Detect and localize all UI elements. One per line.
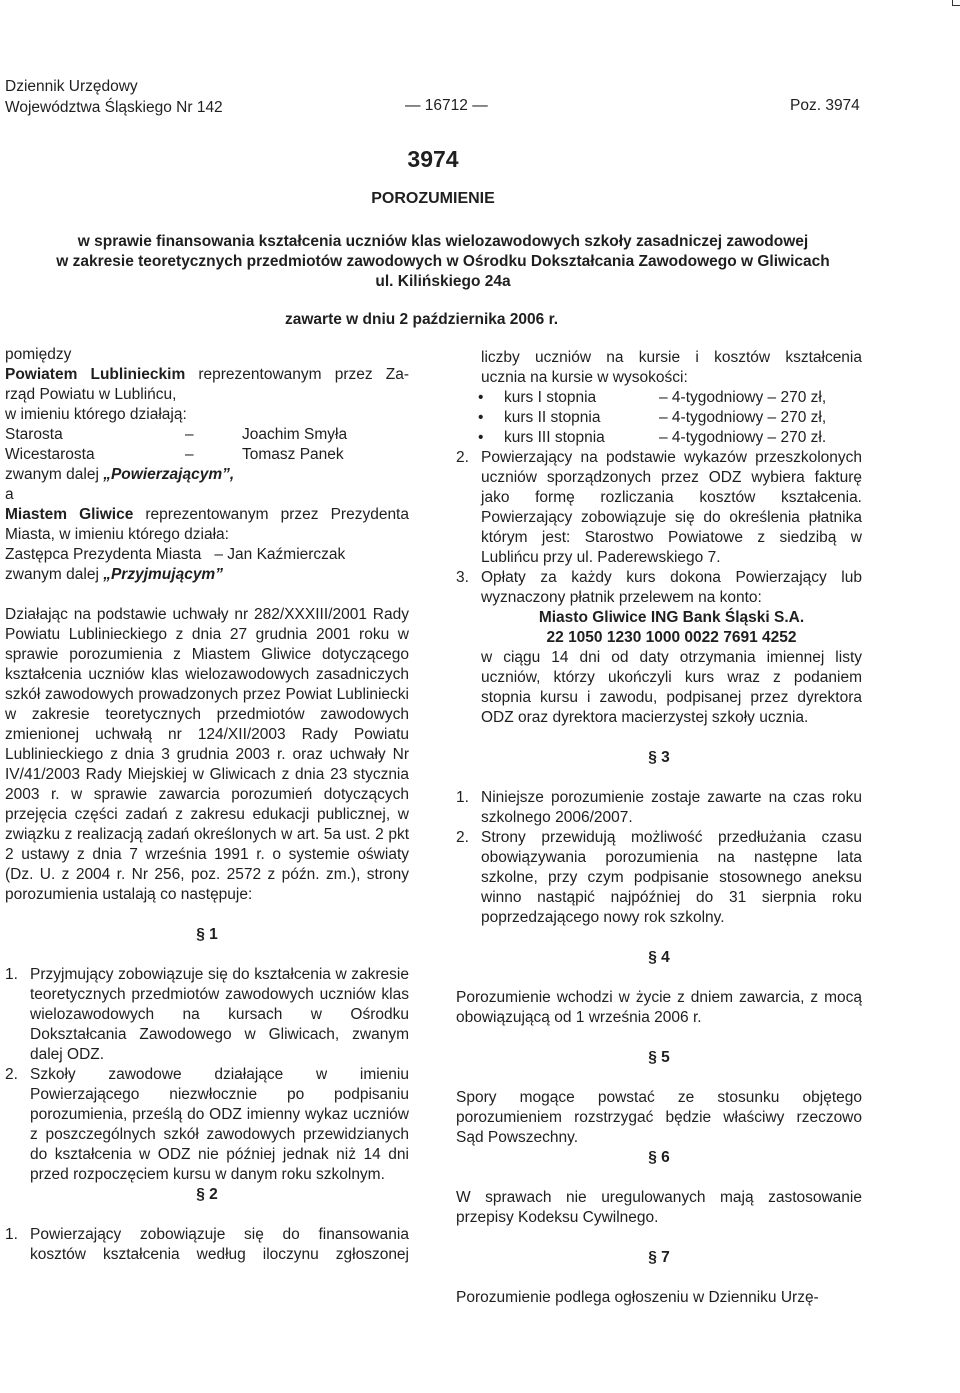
bullet-icon: • xyxy=(478,409,484,426)
numbered-paragraph xyxy=(456,788,862,828)
paragraph-text: Niniejsze porozumienie zostaje zawarte na czas roku szkolnego 2006/2007. xyxy=(481,789,862,826)
paragraph-text: Strony przewidują możliwość przedłużania czasu obowiązywania porozumienia na następne lata szkolne, przy czym podpisanie stosownego aneksu winno nastąpić najpóźniej do 31 sierpnia roku poprzedzającego nowy rok szkolny. xyxy=(481,829,862,926)
payment-terms: w ciągu 14 dni od daty otrzymania imiennej listy uczniów, którzy ukończyli kurs wraz z podaniem stopnia kursu i zawodu, podpisanej przez dyrektora ODZ oraz dyrektora macierzystej szkoły ucznia. xyxy=(481,649,862,726)
between-label: pomiędzy xyxy=(5,346,72,363)
party1-rest: reprezentowanym przez Za- xyxy=(185,366,409,383)
powierzajacy-name: „Powierzającym”, xyxy=(103,466,235,483)
bullet-icon: • xyxy=(478,429,484,446)
paragraph-number: 2. xyxy=(5,1066,18,1083)
paragraph-number: 3. xyxy=(456,569,469,586)
party2-name: Miastem Gliwice xyxy=(5,506,134,523)
paragraph-text: Opłaty za każdy kurs dokona Powierzający lub wyznaczony płatnik przelewem na konto: xyxy=(481,569,862,606)
left-column xyxy=(5,345,409,1265)
rep-name: Joachim Smyła xyxy=(242,426,348,443)
party1-name: Powiatem Lublinieckim xyxy=(5,366,186,383)
section-heading: § 2 xyxy=(196,1186,218,1203)
called-prefix: zwanym dalej xyxy=(5,566,104,583)
paragraph-text: Szkoły zawodowe działające w imieniu Powierzającego niezwłocznie po podpisaniu porozumienia, prześlą do ODZ imienny wykaz uczniów z poszczególnych szkół zawodowych przewidzianych do kształcenia w ODZ nie później jednak niż 14 dni przed rozpoczęciem kursu w danym roku szkolnym. xyxy=(30,1066,409,1183)
section-heading: § 7 xyxy=(648,1249,670,1266)
section-heading: § 3 xyxy=(648,749,670,766)
bank-name: Miasto Gliwice ING Bank Śląski S.A. xyxy=(538,609,805,626)
paragraph-text: Powierzający zobowiązuje się do finansowania kosztów kształcenia według iloczynu zgłoszonej xyxy=(30,1226,409,1263)
numbered-paragraph xyxy=(5,1225,409,1265)
representative-row xyxy=(5,425,409,445)
course-cost: – 4-tygodniowy – 270 zł. xyxy=(659,429,827,446)
przyjmujacy-name: „Przyjmującym” xyxy=(103,566,223,583)
document-title: POROZUMIENIE xyxy=(371,190,495,207)
course-name: kurs I stopnia xyxy=(504,389,597,406)
corner-crop-mark xyxy=(952,0,960,6)
account-number: 22 1050 1230 1000 0022 7691 4252 xyxy=(546,629,797,646)
called-powierzajacy xyxy=(5,465,409,485)
continuation-line: liczby uczniów na kursie i kosztów kształcenia xyxy=(481,349,862,366)
section-heading: § 6 xyxy=(648,1149,670,1166)
representative-row xyxy=(5,445,409,465)
journal-issue: Województwa Śląskiego Nr 142 xyxy=(5,99,223,116)
continuation-text xyxy=(456,348,862,388)
paragraph-number: 2. xyxy=(456,449,469,466)
section-text: Porozumienie podlega ogłoszeniu w Dzienniku Urzę- xyxy=(456,1289,819,1306)
course-item xyxy=(456,388,862,408)
called-prefix: zwanym dalej xyxy=(5,466,104,483)
party1-line2: rząd Powiatu w Lublińcu, xyxy=(5,386,177,403)
course-cost: – 4-tygodniowy – 270 zł, xyxy=(659,409,827,426)
section-heading: § 5 xyxy=(648,1049,670,1066)
paragraph-text: Powierzający na podstawie wykazów przeszkolonych uczniów sporządzonych przez ODZ wybiera fakturę jako formę rozliczania kosztów kształcenia. Powierzający zobowiązuje się do określenia płatnika którym jest: Starostwo Powiatowe z siedzibą w Lublińcu przy ul. Paderewskiego 7. xyxy=(481,449,862,566)
concluded-date: zawarte w dniu 2 października 2006 r. xyxy=(285,311,559,328)
rep-role: Starosta xyxy=(5,426,63,443)
preamble: Działając na podstawie uchwały nr 282/XXXIII/2001 Rady Powiatu Lublinieckiego z dnia 27 grudnia 2001 roku w sprawie porozumienia z Miastem Gliwice dotyczącego kształcenia uczniów klas wielozawodowych zasadniczych szkół zawodowych prowadzonych przez Powiat Lubliniecki w zakresie teoretycznych przedmiotów zawodowych zmienionej uchwałą nr 124/XII/2003 Rady Powiatu Lublinieckiego z dnia 3 grudnia 2003 r. oraz uchwały Nr IV/41/2003 Rady Miejskiej w Gliwicach z dnia 23 stycznia 2003 r. w sprawie zawarcia porozumień dotyczących przejęcia części zadań z zakresu edukacji publicznej, w związku z realizacją zadań określonych w art. 5a ust. 2 pkt 2 ustawy z dnia 7 września 1991 r. o systemie oświaty (Dz. U. z 2004 r. Nr 256, poz. 2572 z późn. zm.), strony porozumienia ustalają co następuje: xyxy=(5,606,409,903)
bullet-icon: • xyxy=(478,389,484,406)
course-item xyxy=(456,408,862,428)
course-name: kurs III stopnia xyxy=(504,429,605,446)
course-cost: – 4-tygodniowy – 270 zł, xyxy=(659,389,827,406)
numbered-paragraph xyxy=(5,965,409,1065)
bank-details xyxy=(456,608,862,728)
section-text: W sprawach nie uregulowanych mają zastosowanie przepisy Kodeksu Cywilnego. xyxy=(456,1189,862,1226)
numbered-paragraph xyxy=(456,568,862,608)
party1-line3: w imieniu którego działają: xyxy=(5,406,187,423)
called-przyjmujacy xyxy=(5,565,409,585)
party2-rest: reprezentowanym przez Prezydenta xyxy=(133,506,409,523)
representative-3: Zastępca Prezydenta Miasta – Jan Kaźmierczak xyxy=(5,546,346,563)
paragraph-text: Przyjmujący zobowiązuje się do kształcenia w zakresie teoretycznych przedmiotów zawodowych uczniów klas wielozawodowych na kursach w Ośrodku Dokształcania Zawodowego w Gliwicach, zwanym dalej ODZ. xyxy=(30,966,409,1063)
party1-block xyxy=(5,365,409,385)
rep-name: Tomasz Panek xyxy=(242,446,344,463)
rep-role: Wicestarosta xyxy=(5,446,95,463)
page-number: — 16712 — xyxy=(405,97,488,114)
rep-dash: – xyxy=(185,446,194,463)
paragraph-number: 1. xyxy=(5,966,18,983)
numbered-paragraph xyxy=(456,448,862,568)
document-subject xyxy=(0,232,886,292)
paragraph-number: 1. xyxy=(456,789,469,806)
section-heading: § 1 xyxy=(196,926,218,943)
right-column xyxy=(456,348,862,1308)
paragraph-number: 2. xyxy=(456,829,469,846)
journal-name: Dziennik Urzędowy xyxy=(5,78,138,95)
party2-block xyxy=(5,505,409,525)
section-heading: § 4 xyxy=(648,949,670,966)
and-label: a xyxy=(5,486,14,503)
subject-line: w zakresie teoretycznych przedmiotów zawodowych w Ośrodku Dokształcania Zawodowego w Gliwicach xyxy=(56,253,830,270)
course-name: kurs II stopnia xyxy=(504,409,601,426)
section-text: Porozumienie wchodzi w życie z dniem zawarcia, z mocą obowiązującą od 1 września 2006 r. xyxy=(456,989,862,1026)
position-number: Poz. 3974 xyxy=(790,97,860,114)
continuation-line: ucznia na kursie w wysokości: xyxy=(481,369,688,386)
numbered-paragraph xyxy=(5,1065,409,1185)
numbered-paragraph xyxy=(456,828,862,928)
course-item xyxy=(456,428,862,448)
subject-line: w sprawie finansowania kształcenia uczniów klas wielozawodowych szkoły zasadniczej zawodowej xyxy=(77,233,809,250)
document-number: 3974 xyxy=(407,146,459,172)
section-text: Spory mogące powstać ze stosunku objętego porozumieniem rozstrzygać będzie właściwy rzeczowo Sąd Powszechny. xyxy=(456,1089,862,1146)
party2-line2: Miasta, w imieniu którego działa: xyxy=(5,526,229,543)
paragraph-number: 1. xyxy=(5,1226,18,1243)
rep-dash: – xyxy=(185,426,194,443)
subject-line: ul. Kilińskiego 24a xyxy=(375,273,511,290)
